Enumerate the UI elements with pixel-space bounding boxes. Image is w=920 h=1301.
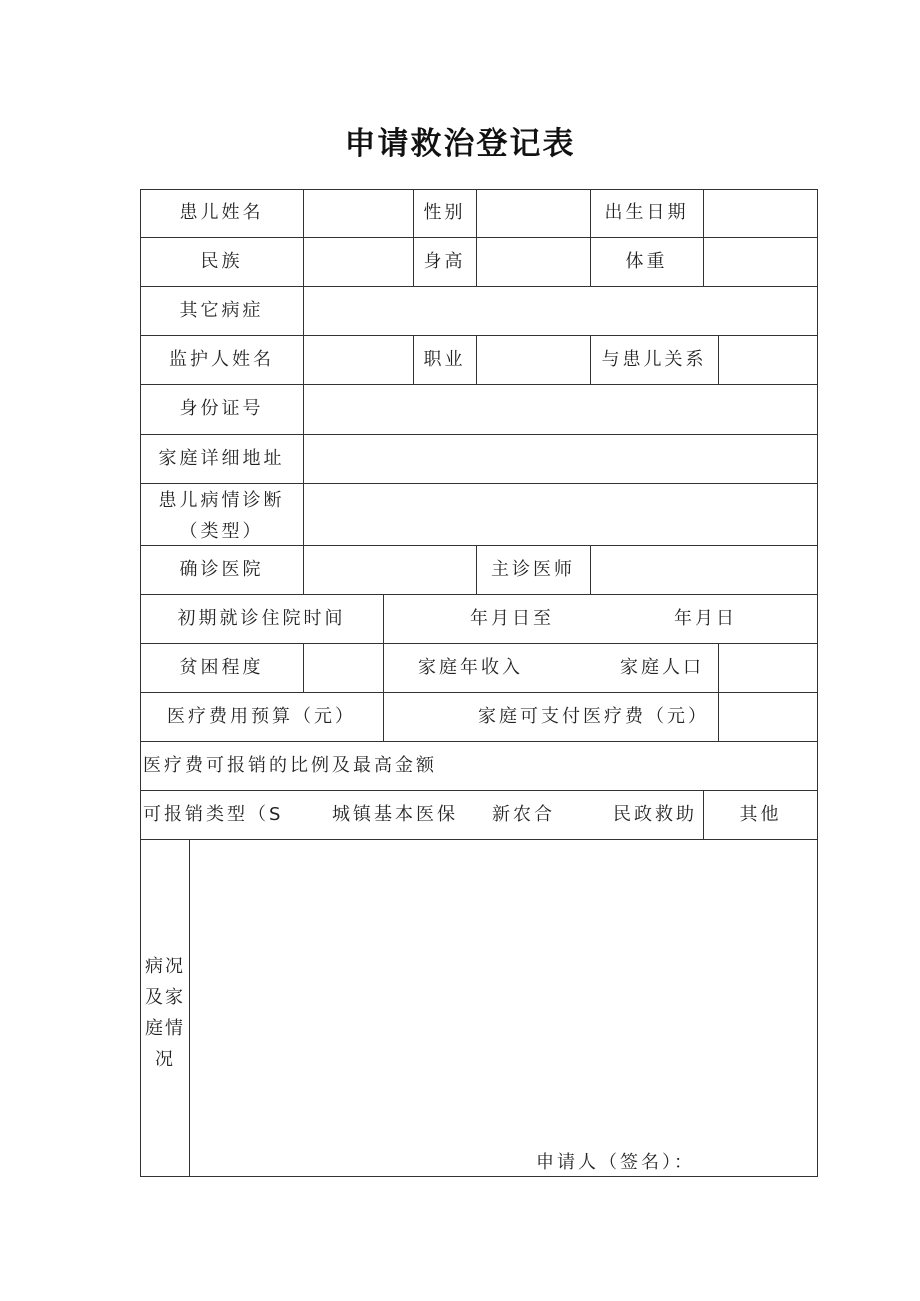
height-label: 身高 xyxy=(423,251,466,272)
other-option: 其他 xyxy=(739,804,782,825)
row-divider xyxy=(140,594,818,595)
col-divider xyxy=(590,545,591,595)
address-label: 家庭详细地址 xyxy=(158,448,285,469)
situation-label: 病况及家庭情况 xyxy=(145,956,185,1070)
poverty-label: 贫困程度 xyxy=(179,657,264,678)
form-title: 申请救治登记表 xyxy=(344,126,576,162)
ethnicity-label: 民族 xyxy=(200,251,243,272)
gender-label: 性别 xyxy=(423,202,466,223)
col-divider xyxy=(718,643,719,742)
patient-name-label: 患儿姓名 xyxy=(179,202,264,223)
col-divider xyxy=(703,189,704,287)
row-divider xyxy=(140,790,818,791)
payable-label: 家庭可支付医疗费（元） xyxy=(478,706,709,727)
visit-to-label: 年月日 xyxy=(674,608,737,629)
col-divider xyxy=(303,286,304,336)
hospital-label: 确诊医院 xyxy=(179,559,264,580)
col-divider xyxy=(303,189,304,287)
col-divider xyxy=(303,335,304,385)
household-label: 家庭人口 xyxy=(620,657,704,678)
first-visit-label: 初期就诊住院时间 xyxy=(177,608,346,629)
col-divider xyxy=(476,335,477,385)
income-label: 家庭年收入 xyxy=(418,657,523,678)
row-divider xyxy=(140,384,818,385)
weight-label: 体重 xyxy=(625,251,668,272)
relation-label: 与患儿关系 xyxy=(601,349,707,370)
guardian-name-label: 监护人姓名 xyxy=(169,349,274,370)
col-divider xyxy=(303,545,304,595)
col-divider xyxy=(303,384,304,546)
registration-table xyxy=(140,189,818,1177)
other-conditions-label: 其它病症 xyxy=(179,300,264,321)
row-divider xyxy=(140,692,818,693)
urban-insurance-option: 城镇基本医保 xyxy=(332,804,458,825)
col-divider xyxy=(476,189,477,287)
applicant-signature-label: 申请人（签名）： xyxy=(536,1152,695,1173)
doctor-label: 主诊医师 xyxy=(491,559,575,580)
civil-aid-option: 民政救助 xyxy=(613,804,697,825)
row-divider xyxy=(140,286,818,287)
reimburse-type-label: 可报销类型（S xyxy=(143,804,284,825)
row-divider xyxy=(140,335,818,336)
col-divider xyxy=(303,643,304,693)
row-divider xyxy=(140,483,818,484)
occupation-label: 职业 xyxy=(423,349,466,370)
budget-label: 医疗费用预算（元） xyxy=(167,706,356,727)
row-divider xyxy=(140,839,818,840)
row-divider xyxy=(140,643,818,644)
row-divider xyxy=(140,741,818,742)
row-divider xyxy=(140,237,818,238)
row-divider xyxy=(140,434,818,435)
ncms-option: 新农合 xyxy=(492,804,555,825)
visit-from-label: 年月日至 xyxy=(470,608,554,629)
col-divider xyxy=(383,594,384,742)
diagnosis-label: 患儿病情诊断（类型） xyxy=(158,490,285,542)
birth-date-label: 出生日期 xyxy=(604,202,689,223)
col-divider xyxy=(189,839,190,1177)
id-number-label: 身份证号 xyxy=(179,398,264,419)
reimburse-ratio-label: 医疗费可报销的比例及最高金额 xyxy=(143,755,437,776)
col-divider xyxy=(718,335,719,385)
